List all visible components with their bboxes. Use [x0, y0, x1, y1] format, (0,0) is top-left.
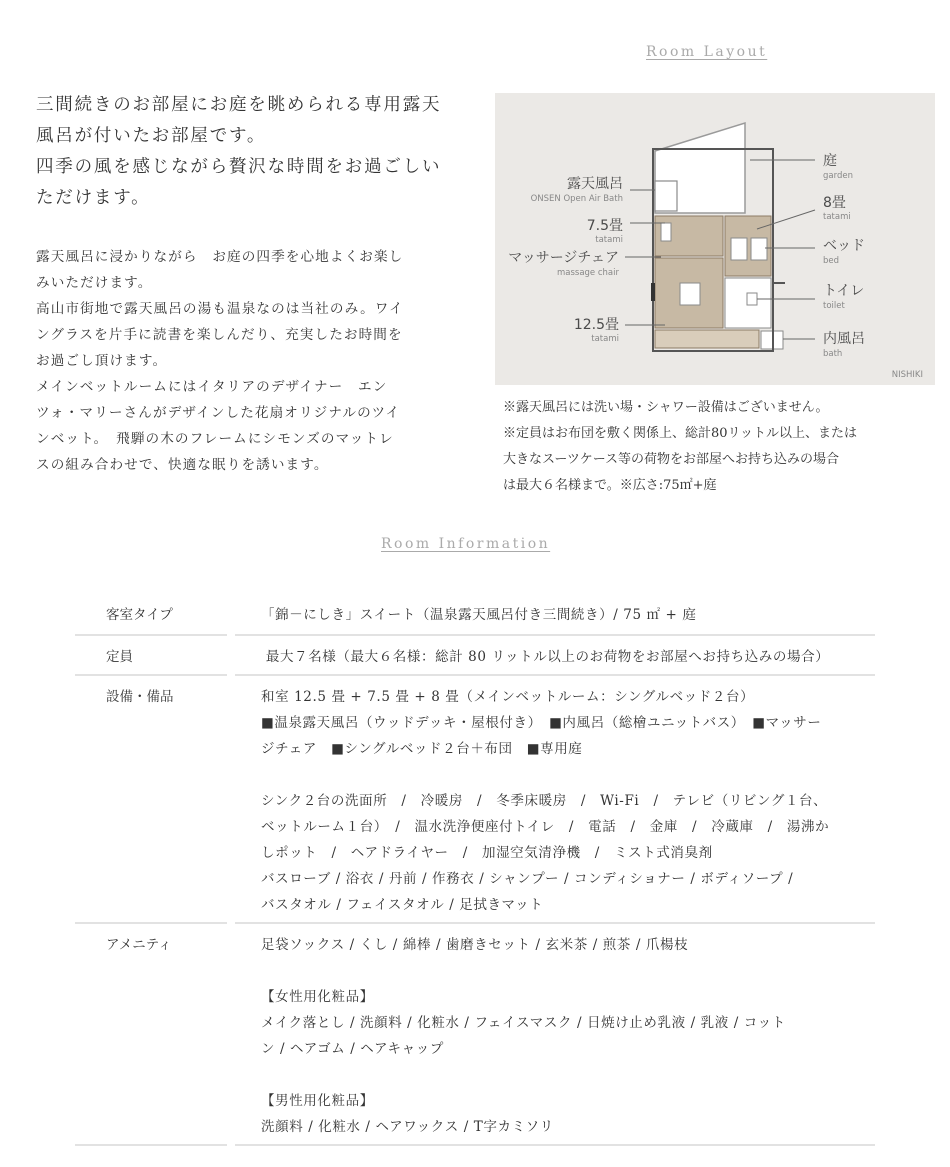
- info-label: 客室タイプ: [106, 607, 173, 623]
- info-value-line: ■温泉露天風呂（ウッドデッキ・屋根付き） ■内風呂（総檜ユニットバス） ■マッサー: [261, 715, 822, 731]
- massage-chair-label-en: massage chair: [556, 268, 619, 278]
- info-row-amenities: [75, 924, 875, 1146]
- info-row-facilities: [75, 676, 875, 924]
- info-value-line: 最大７名様（最大６名様：総計 80 リットル以上のお荷物をお部屋へお持ち込みの場合）: [261, 649, 830, 665]
- room-description: [36, 244, 476, 478]
- garden-label: 庭: [823, 153, 837, 169]
- note-line: ※定員はお布団を敷く関係上、総計80リットル以上、または: [503, 426, 858, 441]
- floor-plan-drawing: [495, 93, 935, 385]
- description-line: スの組み合わせで、快適な眠りを誘います。: [36, 457, 329, 473]
- info-row-room-type: [75, 600, 875, 636]
- onsen-label-en: ONSEN Open Air Bath: [530, 194, 623, 204]
- info-value-line: ジチェア ■シングルベッド２台＋布団 ■専用庭: [261, 741, 583, 757]
- tatami-8-label-en: tatami: [823, 212, 851, 222]
- garden-label-en: garden: [823, 171, 853, 181]
- note-line: 大きなスーツケース等の荷物をお部屋へお持ち込みの場合: [503, 452, 840, 467]
- floor-plan-image: [495, 93, 935, 385]
- info-value-line: バスローブ / 浴衣 / 丹前 / 作務衣 / シャンプー / コンディショナー / ボディソープ /: [261, 871, 794, 887]
- tatami-7-5-label-en: tatami: [595, 235, 623, 245]
- tatami-7-5-label: 7.5畳: [586, 218, 623, 234]
- info-value-line: 【女性用化粧品】: [261, 989, 374, 1005]
- info-label: 設備・備品: [106, 689, 174, 705]
- massage-chair-label: マッサージチェア: [508, 250, 619, 266]
- description-line: お過ごし頂けます。: [36, 353, 168, 369]
- onsen-tub: [655, 181, 677, 211]
- dining-table: [680, 283, 700, 305]
- lead-line: 四季の風を感じながら贅沢な時間をお過ごしい: [36, 157, 442, 177]
- corridor: [655, 330, 759, 348]
- description-line: 露天風呂に浸かりながら お庭の四季を心地よくお楽し: [36, 249, 404, 265]
- info-value: [235, 602, 875, 628]
- info-value-line: バスタオル / フェイスタオル / 足拭きマット: [261, 897, 544, 913]
- toilet-label: トイレ: [823, 283, 865, 299]
- note-line: ※露天風呂には洗い場・シャワー設備はございません。: [503, 400, 829, 415]
- bath-label-en: bath: [823, 349, 843, 359]
- room-lead-text: [36, 90, 496, 214]
- info-label: 定員: [106, 649, 133, 665]
- spacer: [261, 762, 855, 788]
- tatami-12-5-label-en: tatami: [591, 334, 619, 344]
- info-value-line: ン / ヘアゴム / ヘアキャップ: [261, 1041, 444, 1057]
- info-row-capacity: [75, 636, 875, 676]
- spacer: [261, 958, 855, 984]
- room-name-label: NISHIKI: [891, 370, 923, 380]
- bath-label: 内風呂: [823, 331, 865, 347]
- note-line: は最大６名様まで。※広さ:75㎡+庭: [503, 478, 717, 493]
- description-line: ツォ・マリーさんがデザインした花扇オリジナルのツイ: [36, 405, 401, 421]
- info-value-line: ベットルーム１台） / 温水洗浄便座付トイレ / 電話 / 金庫 / 冷蔵庫 / 湯沸か: [261, 819, 830, 835]
- lead-line: ただけます。: [36, 188, 151, 208]
- entrance-door: [651, 283, 655, 301]
- description-line: ンベット。 飛騨の木のフレームにシモンズのマットレ: [36, 431, 394, 447]
- bed-label: ベッド: [823, 238, 865, 254]
- room-info-table: [75, 600, 875, 1146]
- room-notes: [503, 395, 923, 499]
- lead-line: 三間続きのお部屋にお庭を眺められる専用露天: [36, 95, 442, 115]
- description-line: 高山市街地で露天風呂の湯も温泉なのは当社のみ。ワイ: [36, 301, 404, 317]
- info-label: アメニティ: [106, 937, 172, 953]
- toilet-fixture: [747, 293, 757, 305]
- bed-label-en: bed: [823, 256, 840, 266]
- info-value-line: 【男性用化粧品】: [261, 1093, 374, 1109]
- lead-line: 風呂が付いたお部屋です。: [36, 126, 267, 146]
- room-layout-heading: Room Layout: [646, 44, 768, 60]
- description-line: メインベットルームにはイタリアのデザイナー エン: [36, 379, 388, 395]
- tatami-8-label: 8畳: [823, 195, 846, 211]
- spacer: [261, 1062, 855, 1088]
- info-value-line: メイク落とし / 洗顔料 / 化粧水 / フェイスマスク / 日焼け止め乳液 / 乳液 / コット: [261, 1015, 786, 1031]
- info-value-line: 洗顔料 / 化粧水 / ヘアワックス / T字カミソリ: [261, 1119, 554, 1135]
- massage-chair: [661, 223, 671, 241]
- info-value: [235, 932, 875, 1140]
- info-value-line: シンク２台の洗面所 / 冷暖房 / 冬季床暖房 / Wi-Fi / テレビ（リビング１台、: [261, 793, 828, 809]
- onsen-label: 露天風呂: [567, 176, 623, 192]
- tatami-12-5-label: 12.5畳: [573, 317, 619, 333]
- info-value-line: 「錦－にしき」スイート（温泉露天風呂付き三間続き）/ 75 ㎡ + 庭: [261, 607, 697, 623]
- info-value: [235, 684, 875, 918]
- bed-2: [751, 238, 767, 260]
- description-line: ングラスを片手に読書を楽しんだり、充実したお時間を: [36, 327, 403, 343]
- info-value-line: しポット / ヘアドライヤー / 加湿空気清浄機 / ミスト式消臭剤: [261, 845, 713, 861]
- description-line: みいただけます。: [36, 275, 153, 291]
- info-value-line: 足袋ソックス / くし / 綿棒 / 歯磨きセット / 玄米茶 / 煎茶 / 爪楊枝: [261, 937, 689, 953]
- toilet-label-en: toilet: [823, 301, 845, 311]
- bed-1: [731, 238, 747, 260]
- room-information-heading: Room Information: [381, 536, 551, 552]
- info-value-line: 和室 12.5 畳 + 7.5 畳 + 8 畳（メインベットルーム：シングルベッド２台）: [261, 689, 755, 705]
- info-value: [235, 644, 875, 670]
